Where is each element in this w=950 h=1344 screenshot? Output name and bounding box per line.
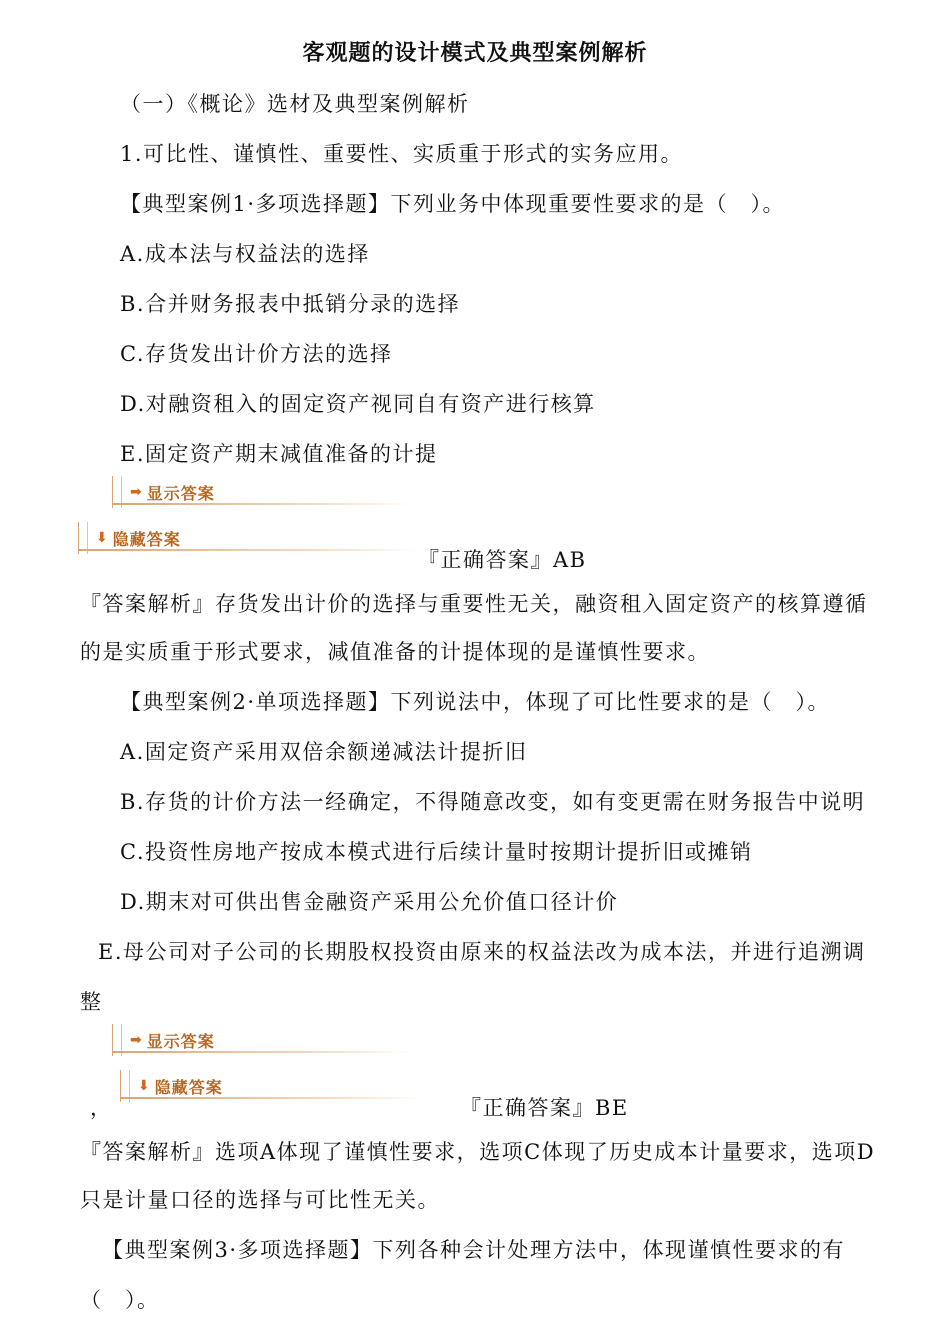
- page-title: 客观题的设计模式及典型案例解析: [302, 40, 648, 66]
- case3-question-line2: （ ）。: [80, 1288, 160, 1312]
- arrow-down-icon: ⬇: [138, 1078, 151, 1094]
- button-underline: [120, 1097, 420, 1099]
- case1-option-e: E.固定资产期末减值准备的计提: [120, 442, 438, 466]
- case1-hide-answer-label: 隐藏答案: [112, 529, 181, 549]
- case2-option-e-line2: 整: [80, 990, 103, 1014]
- case1-option-b: B.合并财务报表中抵销分录的选择: [120, 292, 461, 316]
- section-heading: （一）《概论》选材及典型案例解析: [120, 92, 470, 116]
- button-underline: [112, 1051, 412, 1053]
- case1-option-a: A.成本法与权益法的选择: [120, 242, 370, 266]
- button-underline: [112, 503, 412, 505]
- case2-option-d: D.期末对可供出售金融资产采用公允价值口径计价: [120, 890, 619, 914]
- arrow-right-icon: ➡: [130, 484, 143, 500]
- case1-show-answer-button[interactable]: [112, 476, 412, 508]
- case2-show-answer-label: 显示答案: [146, 1031, 215, 1051]
- case2-correct-answer: 『正确答案』BE: [460, 1096, 629, 1120]
- case1-analysis-line2: 的是实质重于形式要求，减值准备的计提体现的是谨慎性要求。: [80, 640, 710, 664]
- case2-option-c: C.投资性房地产按成本模式进行后续计量时按期计提折旧或摊销: [120, 840, 753, 864]
- case2-option-e-line1: E.母公司对子公司的长期股权投资由原来的权益法改为成本法，并进行追溯调: [98, 940, 866, 964]
- case1-question: 【典型案例1·多项选择题】下列业务中体现重要性要求的是（ ）。: [120, 192, 786, 216]
- case2-option-a: A.固定资产采用双倍余额递减法计提折旧: [120, 740, 528, 764]
- button-underline: [78, 549, 418, 551]
- case1-correct-answer: 『正确答案』AB: [418, 548, 587, 572]
- topic-heading: 1.可比性、谨慎性、重要性、实质重于形式的实务应用。: [120, 142, 684, 166]
- case2-hide-answer-label: 隐藏答案: [154, 1077, 223, 1097]
- case3-question-line1: 【典型案例3·多项选择题】下列各种会计处理方法中，体现谨慎性要求的有: [102, 1238, 846, 1262]
- case2-analysis-line2: 只是计量口径的选择与可比性无关。: [80, 1188, 440, 1212]
- case1-hide-answer-button[interactable]: [78, 522, 418, 554]
- case2-question: 【典型案例2·单项选择题】下列说法中，体现了可比性要求的是（ ）。: [120, 690, 831, 714]
- case1-option-d: D.对融资租入的固定资产视同自有资产进行核算: [120, 392, 596, 416]
- case2-analysis-line1: 『答案解析』选项A体现了谨慎性要求，选项C体现了历史成本计量要求，选项D: [80, 1140, 876, 1164]
- arrow-right-icon: ➡: [130, 1032, 143, 1048]
- case2-show-answer-button[interactable]: [112, 1024, 412, 1056]
- case1-option-c: C.存货发出计价方法的选择: [120, 342, 393, 366]
- case1-analysis-line1: 『答案解析』存货发出计价的选择与重要性无关，融资租入固定资产的核算遵循: [80, 592, 868, 616]
- arrow-down-icon: ⬇: [96, 530, 109, 546]
- case2-hide-answer-button[interactable]: [120, 1070, 420, 1102]
- case2-comma: ，: [90, 1096, 113, 1120]
- case2-option-b: B.存货的计价方法一经确定，不得随意改变，如有变更需在财务报告中说明: [120, 790, 866, 814]
- case1-show-answer-label: 显示答案: [146, 483, 215, 503]
